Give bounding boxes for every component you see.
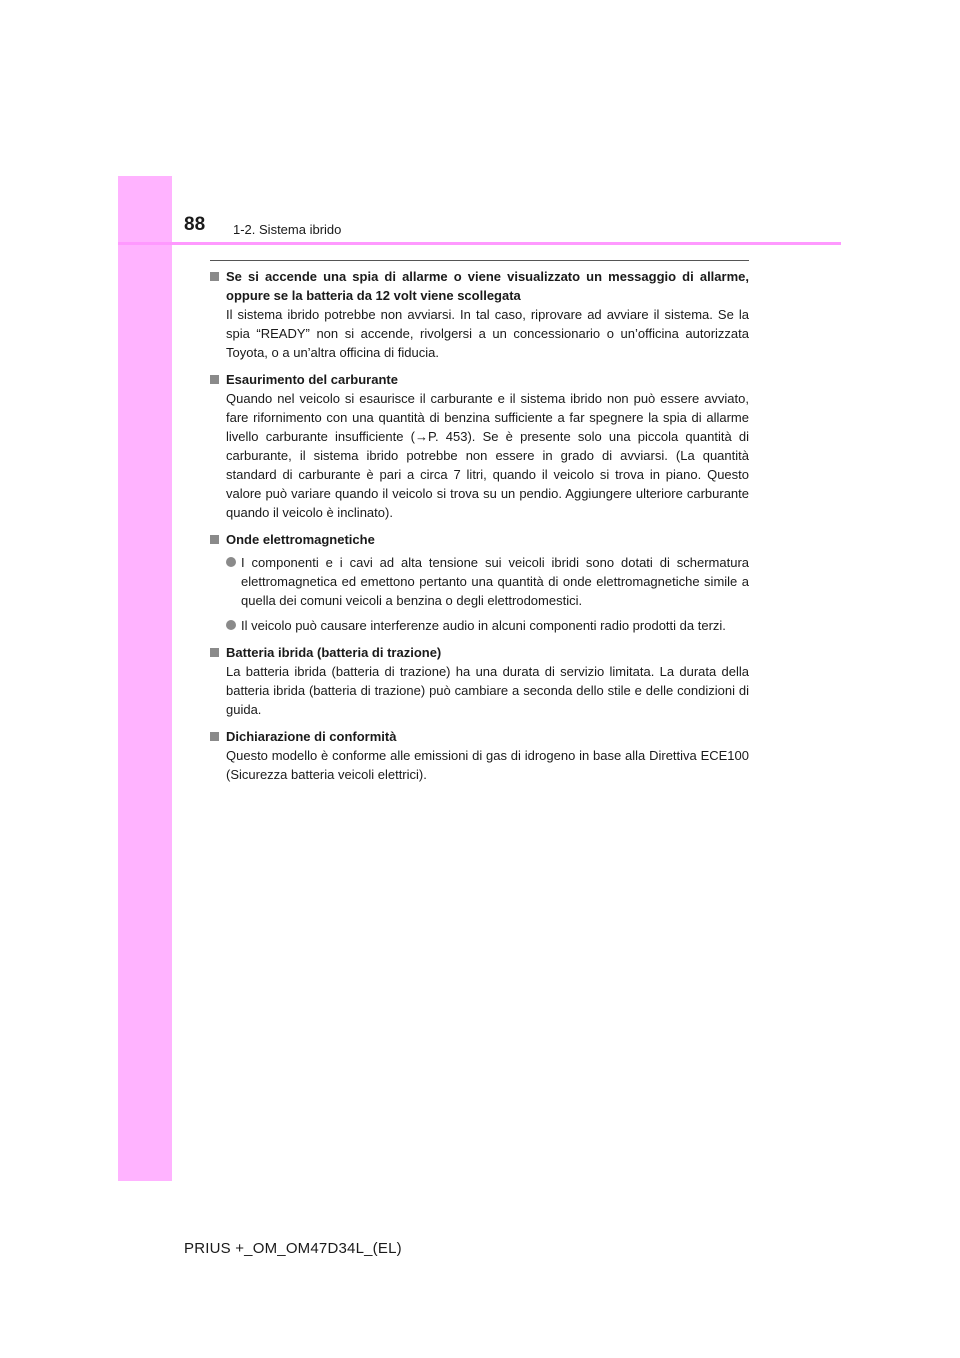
- section-electromagnetic-waves: [210, 530, 749, 635]
- section-heading: [210, 727, 749, 746]
- section-heading: [210, 530, 749, 549]
- page-number: 88: [184, 214, 206, 235]
- list-item-text: Il veicolo può causare interferenze audio in alcuni componenti radio prodotti da terzi.: [241, 618, 726, 633]
- section-paragraph: Quando nel veicolo si esaurisce il carburante e il sistema ibrido non può essere avviato, fare rifornimento con una quantità di benzina sufficiente a far spegnere la spia di allarme livello carburante insufficiente (→P. 453). Se è presente solo una piccola quantità di carburante, il sistema ibrido potrebbe non essere in grado di avviarsi. (La quantità standard di carburante è pari a circa 7 litri, quando il veicolo si trova in piano. Questo valore può variare quando il veicolo si trova su un pendio. Aggiungere ulteriore carburante quando il veicolo è inclinato).: [226, 391, 749, 520]
- section-hybrid-battery: [210, 643, 749, 719]
- section-heading: [210, 267, 749, 305]
- square-bullet-icon: [210, 267, 226, 286]
- header-rule: [118, 242, 841, 245]
- section-paragraph: Questo modello è conforme alle emissioni di gas di idrogeno in base alla Direttiva ECE100 (Sicurezza batteria veicoli elettrici).: [226, 748, 749, 782]
- section-heading: [210, 643, 749, 662]
- section-heading-text: Se si accende una spia di allarme o viene visualizzato un messaggio di allarme, oppure se la batteria da 12 volt viene scollegata: [226, 269, 749, 303]
- section-fuel-depletion: [210, 370, 749, 522]
- section-paragraph: La batteria ibrida (batteria di trazione) ha una durata di servizio limitata. La durata della batteria ibrida (batteria di trazione) può cambiare a seconda dello stile e delle condizioni di guida.: [226, 664, 749, 717]
- side-color-band: [118, 176, 172, 1181]
- square-bullet-icon: [210, 643, 226, 662]
- round-bullet-icon: [226, 616, 241, 635]
- page-content: [210, 267, 749, 792]
- list-item: [226, 553, 749, 610]
- section-conformity: [210, 727, 749, 784]
- section-heading-text: Esaurimento del carburante: [226, 372, 398, 387]
- list-item: [226, 616, 749, 635]
- section-warning-light: [210, 267, 749, 362]
- document-code: PRIUS +_OM_OM47D34L_(EL): [184, 1240, 402, 1257]
- section-heading: [210, 370, 749, 389]
- list-item-text: I componenti e i cavi ad alta tensione sui veicoli ibridi sono dotati di schermatura elettromagnetica ed emettono pertanto una quantità di onde elettromagnetiche simile a quella dei comuni veicoli a benzina o degli elettrodomestici.: [241, 555, 749, 608]
- section-heading-text: Batteria ibrida (batteria di trazione): [226, 645, 442, 660]
- content-divider: [210, 260, 749, 261]
- section-title: 1-2. Sistema ibrido: [233, 222, 342, 237]
- section-heading-text: Onde elettromagnetiche: [226, 532, 375, 547]
- section-heading-text: Dichiarazione di conformità: [226, 729, 397, 744]
- square-bullet-icon: [210, 370, 226, 389]
- square-bullet-icon: [210, 727, 226, 746]
- round-bullet-icon: [226, 553, 241, 572]
- section-paragraph: Il sistema ibrido potrebbe non avviarsi. In tal caso, riprovare ad avviare il sistema. Se la spia “READY” non si accende, rivolgersi a un concessionario o un’officina autorizzata Toyota, o a un’altra officina di fiducia.: [226, 307, 749, 360]
- square-bullet-icon: [210, 530, 226, 549]
